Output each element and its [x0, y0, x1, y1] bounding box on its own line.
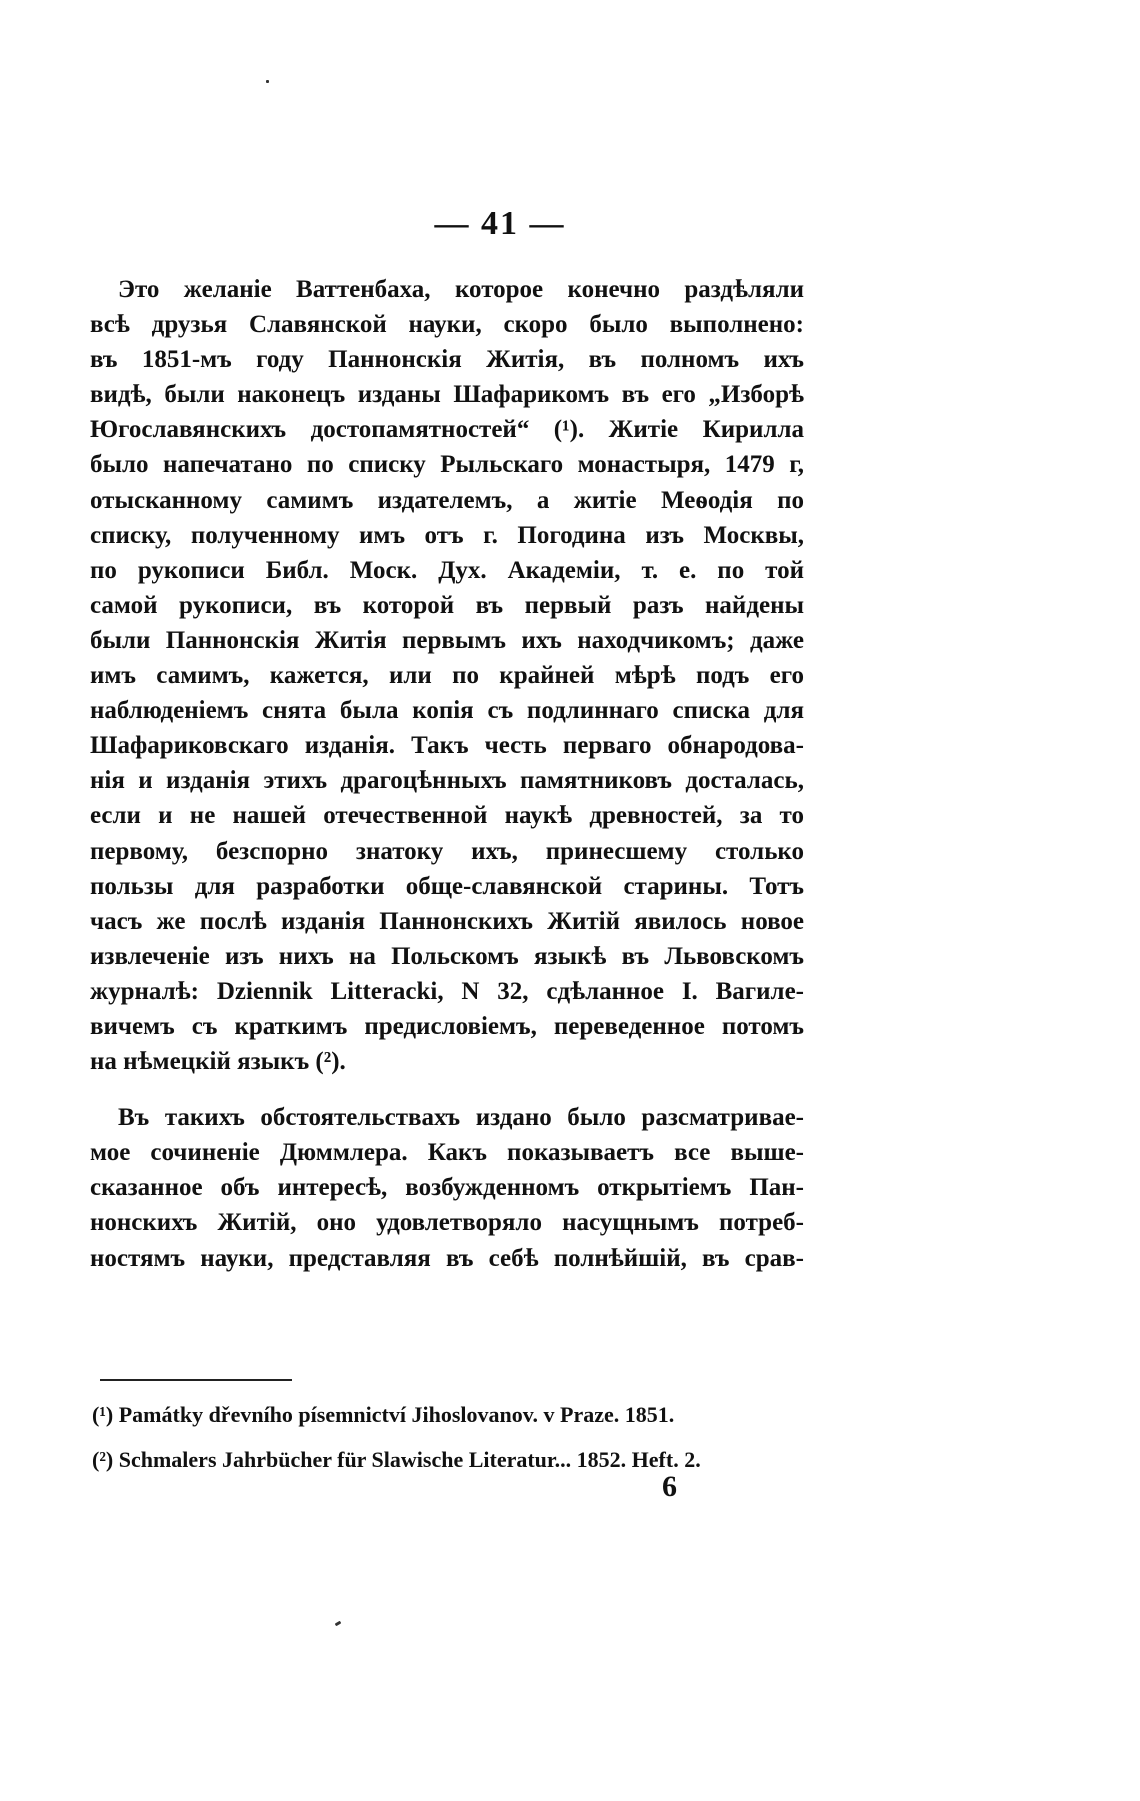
print-speck: [266, 80, 269, 83]
text-line: наблюденіемъ снята была копія съ подлиннаго списка для: [90, 697, 804, 725]
text-line: журналѣ: Dziennik Litteracki, N 32, сдѣланное I. Вагиле-: [90, 977, 804, 1005]
footnote-rule: [100, 1379, 292, 1381]
text-line: списку, полученному имъ отъ г. Погодина изъ Москвы,: [90, 521, 804, 549]
footnote-1: (¹) Památky dřevního písemnictví Jihoslovanov. v Praze. 1851.: [92, 1402, 675, 1427]
text-line: Въ такихъ обстоятельствахъ издано было разсматривае-: [118, 1104, 804, 1132]
text-line: видѣ, были наконецъ изданы Шафарикомъ въ его „Изборѣ: [90, 381, 804, 409]
text-line: извлеченіе изъ нихъ на Польскомъ языкѣ въ Львовскомъ: [90, 942, 804, 970]
text-line: первому, безспорно знатоку ихъ, принесшему столько: [90, 837, 804, 865]
footnotes: [92, 1392, 812, 1482]
text-line: ностямъ науки, представляя въ себѣ полнѣйшій, въ срав-: [90, 1244, 804, 1272]
text-line: на нѣмецкій языкъ (²).: [90, 1048, 346, 1076]
text-line: нонскихъ Житій, оно удовлетворяло насущнымъ потреб-: [90, 1209, 804, 1237]
text-line: Это желаніе Ваттенбаха, которое конечно раздѣляли: [118, 276, 804, 303]
print-speck: [335, 1621, 342, 1627]
text-line: въ 1851-мъ году Паннонскія Житія, въ полномъ ихъ: [90, 346, 804, 374]
text-line: самой рукописи, въ которой въ первый разъ найдены: [90, 591, 804, 619]
text-line: сказанное объ интересѣ, возбужденномъ открытіемъ Пан-: [90, 1174, 804, 1202]
text-line: по рукописи Библ. Моск. Дух. Академіи, т. е. по той: [90, 556, 804, 584]
paragraph-2: [90, 1100, 804, 1275]
text-line: имъ самимъ, кажется, или по крайней мѣрѣ подъ его: [90, 662, 804, 690]
text-line: если и не нашей отечественной наукѣ древностей, за то: [90, 802, 804, 830]
text-line: было напечатано по списку Рыльскаго монастыря, 1479 г,: [90, 451, 804, 479]
text-line: пользы для разработки обще-славянской старины. Тотъ: [90, 872, 804, 900]
main-text: [90, 272, 804, 1276]
text-line: нія и изданія этихъ драгоцѣнныхъ памятниковъ досталась,: [90, 767, 804, 795]
footnote-2: (²) Schmalers Jahrbücher für Slawische Literatur... 1852. Heft. 2.: [92, 1447, 701, 1472]
text-line: всѣ друзья Славянской науки, скоро было выполнено:: [90, 311, 804, 339]
text-line: были Паннонскія Житія первымъ ихъ находчикомъ; даже: [90, 626, 804, 654]
text-line: Шафариковскаго изданія. Такъ честь перваго обнародова-: [90, 732, 804, 760]
text-line: часъ же послѣ изданія Паннонскихъ Житій явилось новое: [90, 907, 804, 935]
text-line: Югославянскихъ достопамятностей“ (¹). Житіе Кирилла: [90, 416, 804, 444]
paragraph-gap: [90, 1079, 804, 1100]
text-line: мое сочиненіе Дюммлера. Какъ показываетъ все выше-: [90, 1139, 804, 1167]
paragraph-1: [90, 272, 804, 1079]
text-line: вичемъ съ краткимъ предисловіемъ, переведенное потомъ: [90, 1012, 804, 1040]
signature-mark: 6: [662, 1470, 677, 1503]
page-number: — 41 —: [434, 205, 566, 242]
text-line: отысканному самимъ издателемъ, а житіе Меѳодія по: [90, 486, 804, 514]
